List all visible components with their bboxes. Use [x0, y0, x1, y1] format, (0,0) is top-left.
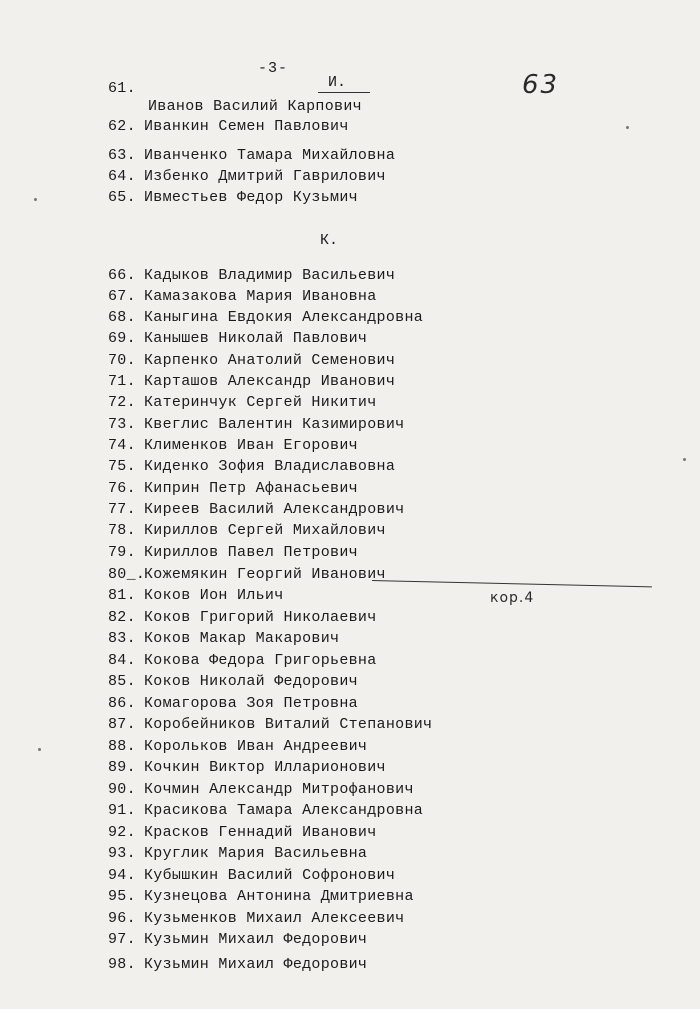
list-item: 91. Красикова Тамара Александровна	[108, 802, 424, 819]
page-number: -3-	[258, 60, 289, 77]
list-item-name: Иванов Василий Карпович	[148, 98, 362, 115]
list-item: 77. Киреев Василий Александрович	[108, 501, 405, 518]
list-item: 69. Канышев Николай Павлович	[108, 330, 368, 347]
paper-speck	[38, 748, 41, 751]
list-item: 76. Киприн Петр Афанасьевич	[108, 480, 358, 497]
list-item: 80_.Кожемякин Георгий Иванович	[108, 566, 386, 583]
list-item: 74. Клименков Иван Егорович	[108, 437, 358, 454]
list-item: 84. Кокова Федора Григорьевна	[108, 652, 377, 669]
list-item: 78. Кириллов Сергей Михайлович	[108, 522, 386, 539]
paper-speck	[683, 458, 686, 461]
list-item: 90. Кочмин Александр Митрофанович	[108, 781, 414, 798]
list-item: 97. Кузьмин Михаил Федорович	[108, 931, 368, 948]
list-item: 89. Кочкин Виктор Илларионович	[108, 759, 386, 776]
paper-speck	[626, 126, 629, 129]
list-item: 92. Красков Геннадий Иванович	[108, 824, 377, 841]
list-item: 82. Коков Григорий Николаевич	[108, 609, 377, 626]
paper-speck	[34, 198, 37, 201]
list-item: 98. Кузьмин Михаил Федорович	[108, 956, 368, 973]
list-item: 65. Ивместьев Федор Кузьмич	[108, 189, 358, 206]
list-item: 95. Кузнецова Антонина Дмитриевна	[108, 888, 414, 905]
list-item: 67. Камазакова Мария Ивановна	[108, 288, 377, 305]
list-item: 86. Комагорова Зоя Петровна	[108, 695, 358, 712]
list-item: 62. Иванкин Семен Павлович	[108, 118, 349, 135]
list-item: 73. Квеглис Валентин Казимирович	[108, 416, 405, 433]
strike-line	[372, 580, 652, 587]
section-letter-i: И.	[328, 74, 347, 91]
list-item: 75. Киденко Зофия Владиславовна	[108, 458, 396, 475]
list-item: 93. Круглик Мария Васильевна	[108, 845, 368, 862]
handwritten-note: кор.4	[490, 590, 535, 606]
list-item: 66. Кадыков Владимир Васильевич	[108, 267, 396, 284]
handwritten-page-number: 63	[522, 70, 560, 100]
list-item: 83. Коков Макар Макарович	[108, 630, 340, 647]
letter-underline	[318, 92, 370, 93]
list-item: 72. Катеринчук Сергей Никитич	[108, 394, 377, 411]
list-item: 94. Кубышкин Василий Софронович	[108, 867, 396, 884]
list-item: 63. Иванченко Тамара Михайловна	[108, 147, 396, 164]
list-item: 61.	[108, 80, 136, 97]
list-item: 87. Коробейников Виталий Степанович	[108, 716, 433, 733]
list-item: 79. Кириллов Павел Петрович	[108, 544, 358, 561]
list-item: 64. Избенко Дмитрий Гаврилович	[108, 168, 386, 185]
list-item: 96. Кузьменков Михаил Алексеевич	[108, 910, 405, 927]
section-letter-k: К.	[320, 232, 339, 249]
list-item: 68. Каныгина Евдокия Александровна	[108, 309, 424, 326]
list-item: 71. Карташов Александр Иванович	[108, 373, 396, 390]
list-item: 81. Коков Ион Ильич	[108, 587, 284, 604]
list-item: 70. Карпенко Анатолий Семенович	[108, 352, 396, 369]
list-item: 88. Корольков Иван Андреевич	[108, 738, 368, 755]
list-item: 85. Коков Николай Федорович	[108, 673, 358, 690]
